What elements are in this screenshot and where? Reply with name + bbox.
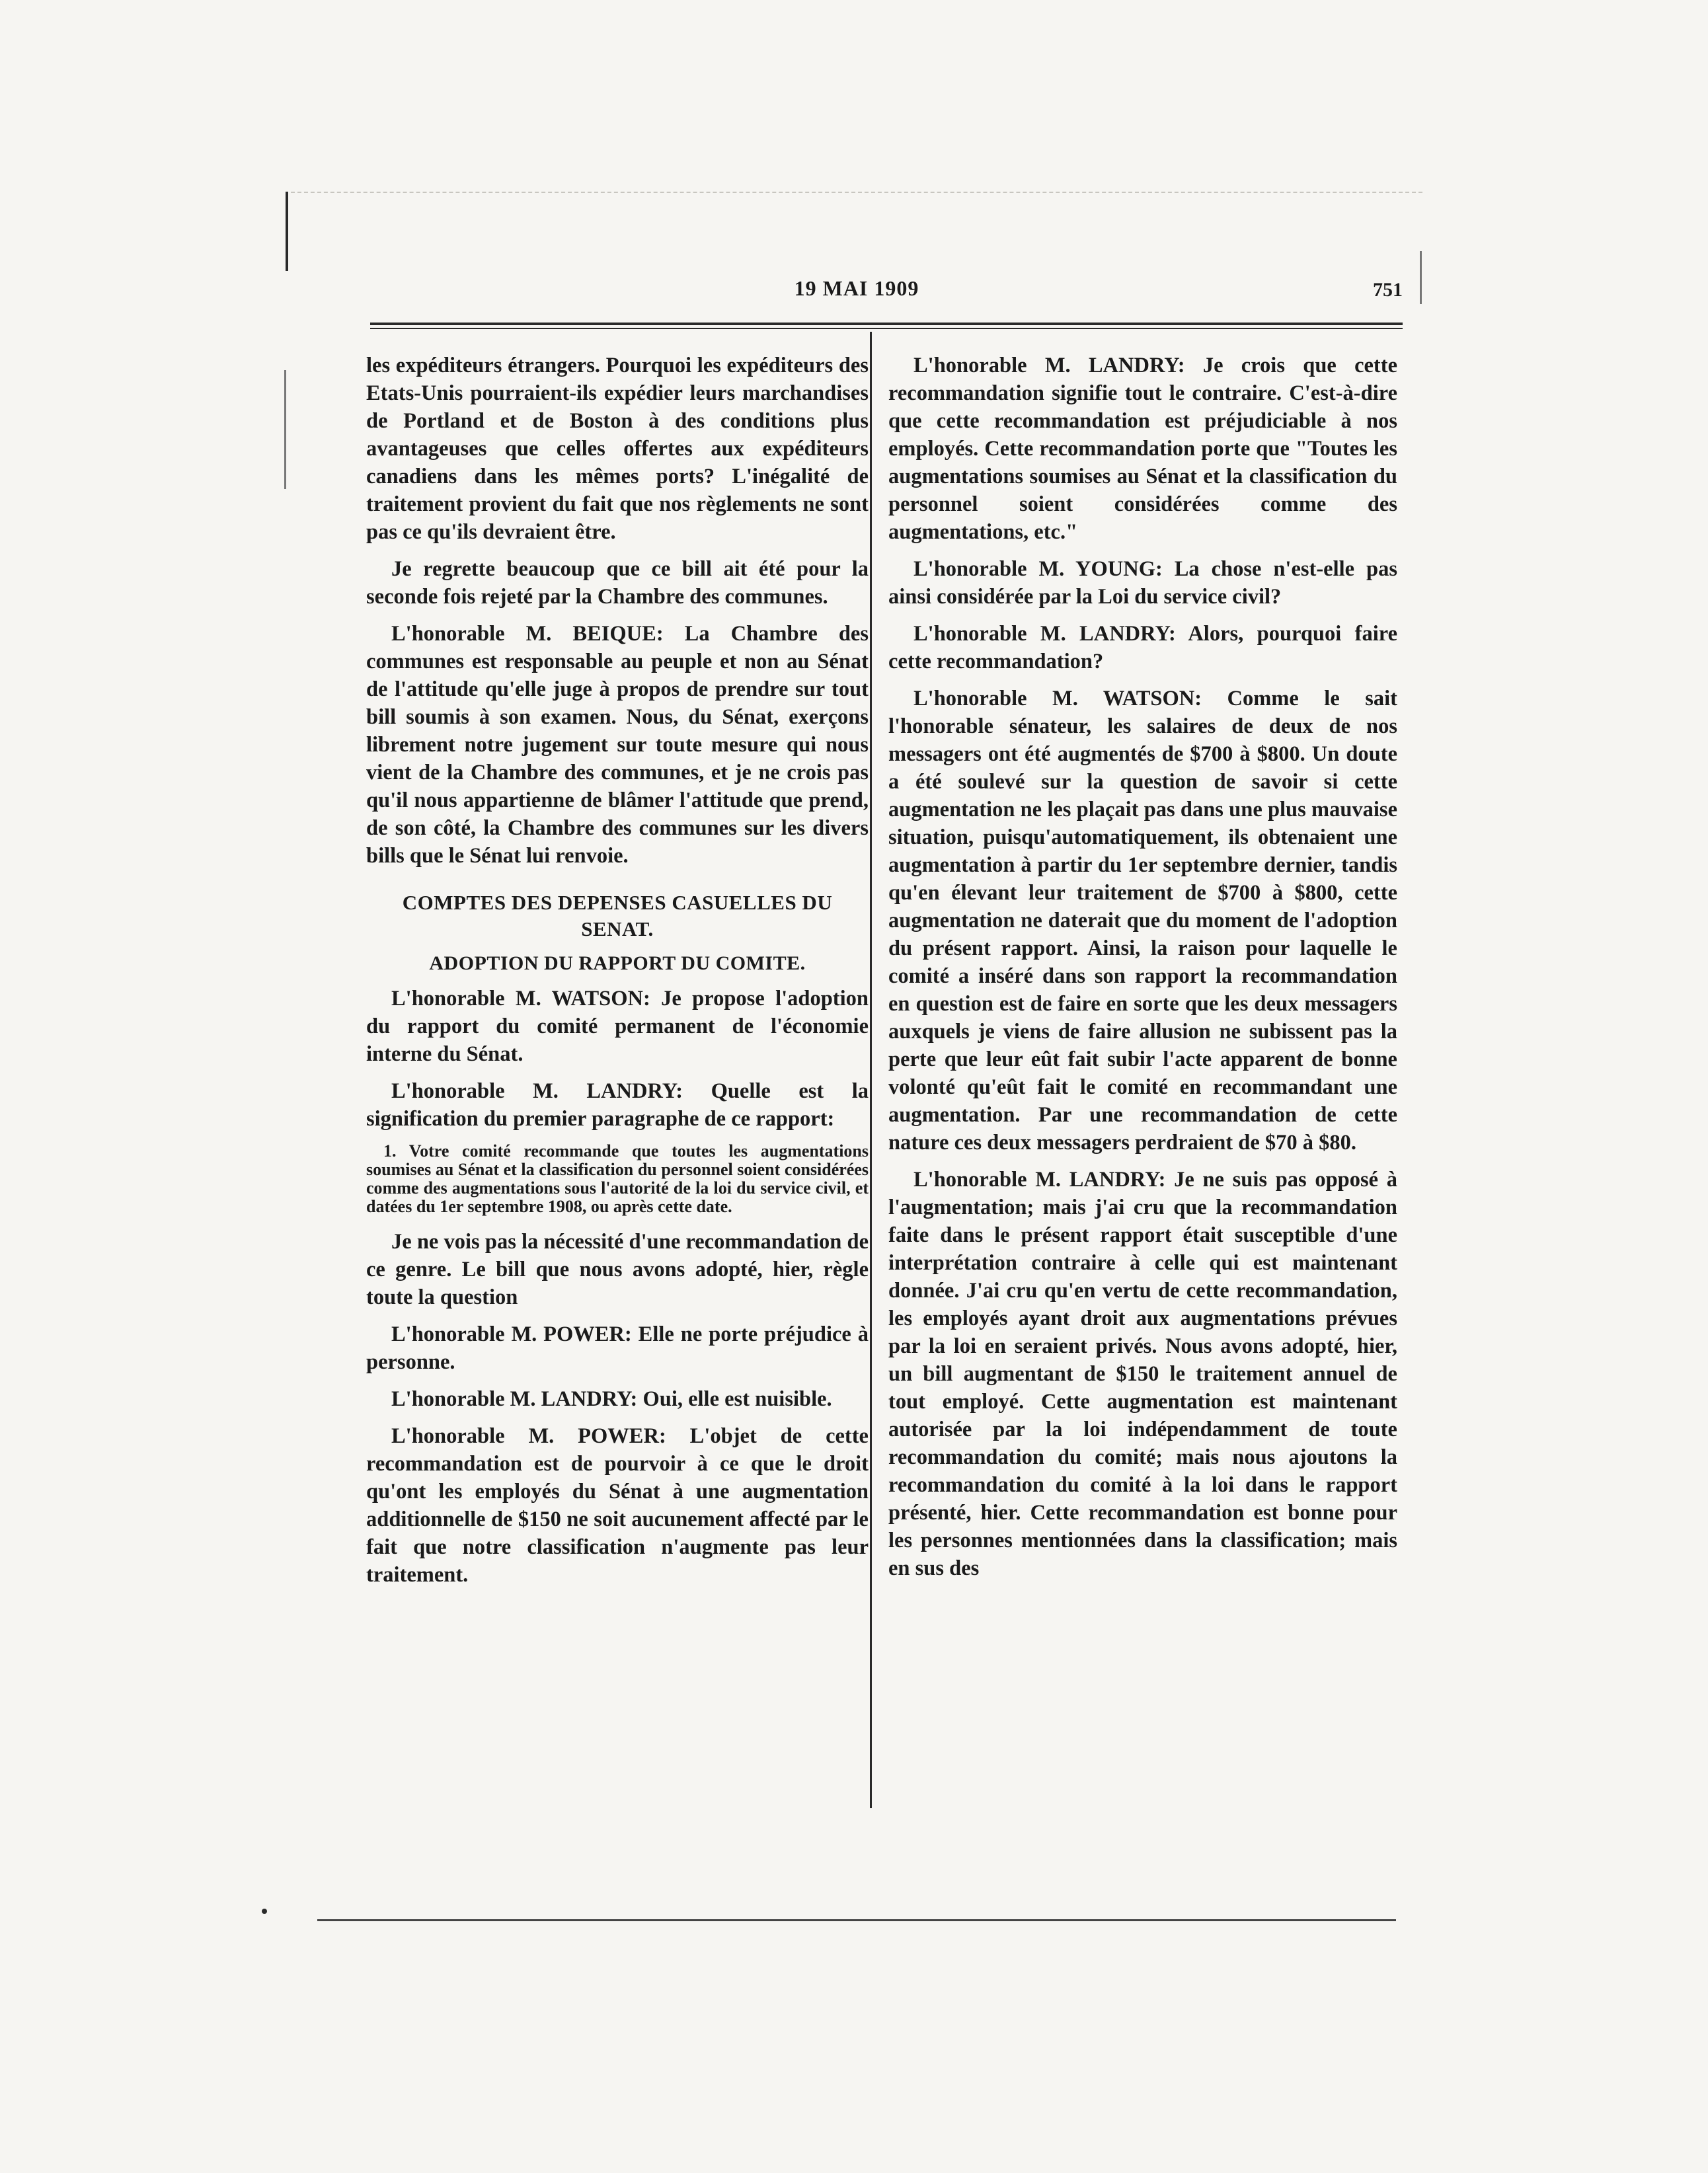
scan-edge-mark xyxy=(286,192,288,271)
paragraph: L'honorable M. POWER: Elle ne porte préjudice à personne. xyxy=(366,1322,869,1374)
scan-edge-mark xyxy=(284,370,286,489)
left-column xyxy=(366,352,869,1598)
subsection-title: ADOPTION DU RAPPORT DU COMITE. xyxy=(429,952,806,974)
paragraph: L'honorable M. LANDRY: Je ne suis pas opposé à l'augmentation; mais j'ai cru que la recommandation faite dans le présent rapport était susceptible d'une interprétation contraire à celle qui est maintenant donnée. J'ai cru qu'en vertu de cette recommandation, les employés ayant droit aux augmentations prévues par la loi en seraient privés. Nous avons adopté, hier, un bill augmentant de $150 le traitement annuel de tout employé. Cette augmentation est maintenant autorisée par la loi indépendamment de toute recommandation du comité; mais nous ajoutons la recommandation du comité à la loi dans le rapport présenté, hier. Cette recommandation est bonne pour les personnes mentionnées dans la classification; mais en sus des xyxy=(888,1168,1397,1580)
paragraph: L'honorable M. WATSON: Comme le sait l'honorable sénateur, les salaires de deux de nos messagers ont été augmentés de $700 à $800. Un doute a été soulevé sur la question de savoir si cette augmentation ne les plaçait pas dans une plus mauvaise situation, puisqu'automatiquement, ils obtenaient une augmentation à partir du 1er septembre dernier, tandis qu'en élevant leur traitement de $700 à $800, cette augmentation ne daterait que du moment de l'adoption du présent rapport. Ainsi, la raison pour laquelle le comité a inséré dans son rapport la recommandation en question est de faire en sorte que les deux messagers auxquels je viens de faire allusion ne subissent pas la perte que leur eût fait subir l'acte apparent de bonne volonté qu'eût fait le comité en recommandant une augmentation. Par une recommandation de cette nature ces deux messagers perdraient de $70 à $80. xyxy=(888,687,1397,1155)
paragraph: L'honorable M. LANDRY: Oui, elle est nuisible. xyxy=(391,1387,832,1411)
paragraph: L'honorable M. POWER: L'objet de cette recommandation est de pourvoir à ce que le droit qu'ont les employés du Sénat à une augmentation additionnelle de $150 ne soit aucunement affecté par le fait que notre classification n'augmente pas leur traitement. xyxy=(366,1424,869,1587)
header-rule-secondary xyxy=(370,328,1403,329)
page-sheet xyxy=(291,192,1422,1951)
paragraph: L'honorable M. LANDRY: Quelle est la signification du premier paragraphe de ce rapport: xyxy=(366,1079,869,1131)
paragraph: L'honorable M. LANDRY: Alors, pourquoi faire cette recommandation? xyxy=(888,622,1397,673)
paragraph: L'honorable M. LANDRY: Je crois que cette recommandation signifie tout le contraire. C'est-à-dire que cette recommandation est préjudiciable à nos employés. Cette recommandation porte que "Toutes les augmentations soumises au Sénat et la classification du personnel soient considérées comme des augmentations, etc." xyxy=(888,354,1397,544)
paragraph: L'honorable M. YOUNG: La chose n'est-elle pas ainsi considérée par la Loi du service civil? xyxy=(888,557,1397,609)
page-number: 751 xyxy=(1373,279,1403,301)
header-date: 19 MAI 1909 xyxy=(794,276,919,300)
column-divider xyxy=(870,332,872,1808)
quoted-recommendation: 1. Votre comité recommande que toutes les augmentations soumises au Sénat et la classification du personnel soient considérées comme des augmentations sous l'autorité de la loi du service civil, et datées du 1er septembre 1908, ou après cette date. xyxy=(366,1141,869,1216)
paragraph: L'honorable M. WATSON: Je propose l'adoption du rapport du comité permanent de l'économie interne du Sénat. xyxy=(366,987,869,1066)
paragraph: Je regrette beaucoup que ce bill ait été pour la seconde fois rejeté par la Chambre des communes. xyxy=(366,557,869,609)
page-header xyxy=(291,272,1422,312)
right-column xyxy=(888,352,1397,1591)
paragraph: L'honorable M. BEIQUE: La Chambre des communes est responsable au peuple et non au Sénat de l'attitude qu'elle juge à propos de prendre sur tout bill soumis à son examen. Nous, du Sénat, exerçons librement notre jugement sur toute mesure qui nous vient de la Chambre des communes, et je ne crois pas qu'il nous appartienne de blâmer l'attitude que prend, de son côté, la Chambre des communes sur les divers bills que le Sénat lui renvoie. xyxy=(366,622,869,868)
section-title: COMPTES DES DEPENSES CASUELLES DU SENAT. xyxy=(402,891,833,940)
paragraph: les expéditeurs étrangers. Pourquoi les expéditeurs des Etats-Unis pourraient-ils expédier leurs marchandises de Portland et de Boston à des conditions plus avantageuses que celles offertes aux expéditeurs canadiens dans les mêmes ports? L'inégalité de traitement provient du fait que nos règlements ne sont pas ce qu'ils devraient être. xyxy=(366,354,869,544)
paragraph: Je ne vois pas la nécessité d'une recommandation de ce genre. Le bill que nous avons adopté, hier, règle toute la question xyxy=(366,1230,869,1309)
header-rule xyxy=(370,323,1403,325)
footer-rule xyxy=(317,1919,1396,1921)
scan-edge-mark xyxy=(262,1909,267,1914)
